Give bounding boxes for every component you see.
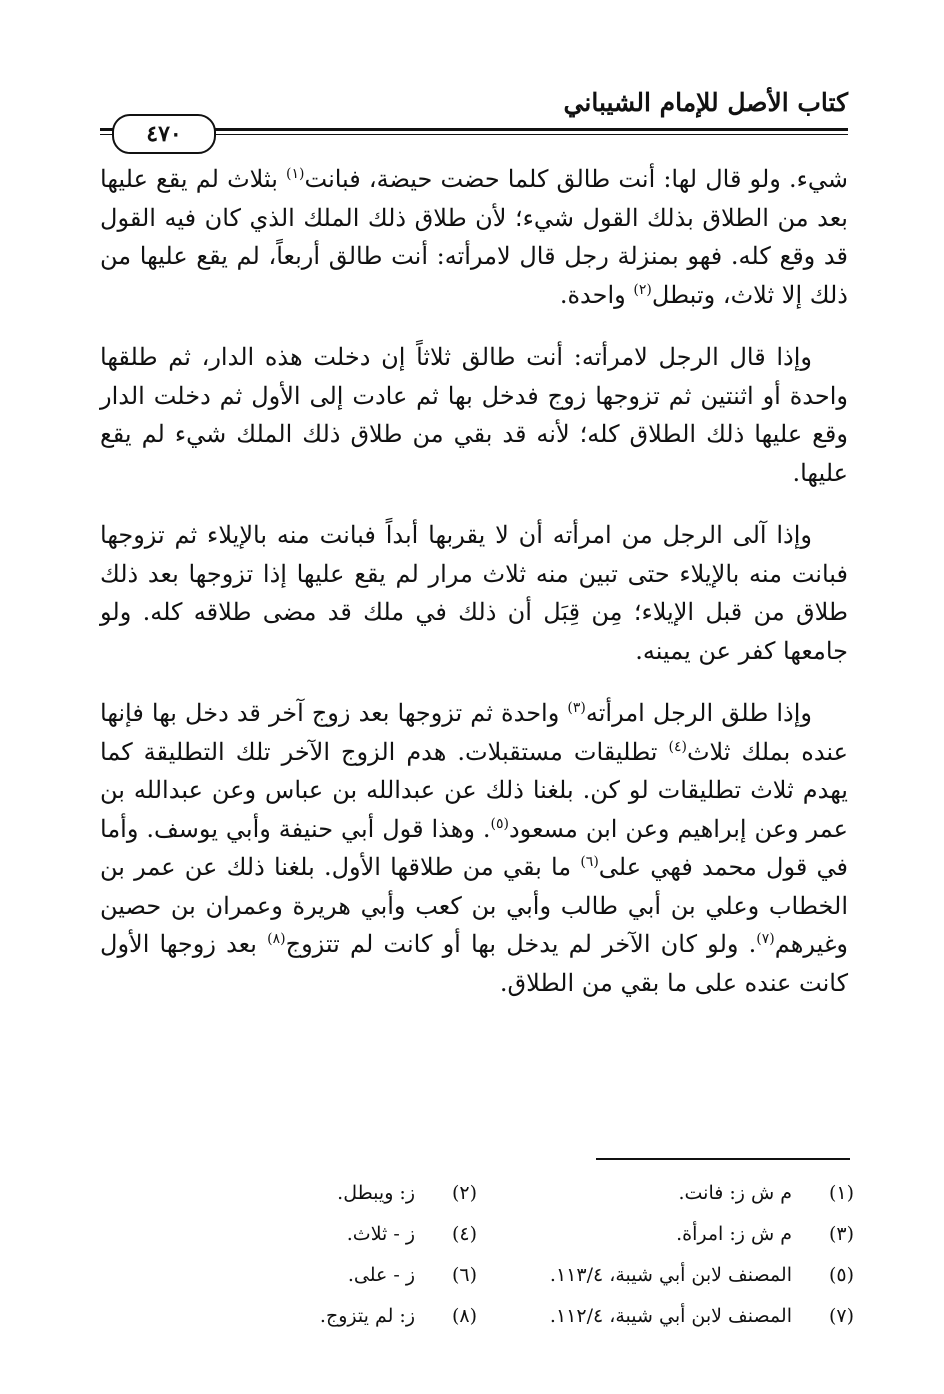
- footnote-text: المصنف لابن أبي شيبة، ١١٣/٤.: [549, 1263, 792, 1286]
- footnote-marker: (٨): [267, 931, 286, 947]
- running-header-title: كتاب الأصل للإمام الشيباني: [563, 88, 848, 117]
- main-text: [100, 160, 848, 1002]
- footnote: [100, 1264, 477, 1286]
- footnote-number: (٦): [451, 1263, 477, 1286]
- footnote-separator: [596, 1158, 850, 1160]
- paragraph: [100, 160, 848, 314]
- footnote-text: م ش ز: امرأة.: [676, 1222, 792, 1245]
- footnote-text: المصنف لابن أبي شيبة، ١١٢/٤.: [549, 1304, 792, 1327]
- footnotes: [100, 1172, 854, 1336]
- text-segment: . وهذا قول أبي حنيفة وأبي يوسف. وأما في قول محمد فهي على: [100, 814, 848, 881]
- footnote-number: (٧): [828, 1304, 854, 1327]
- paragraph-gap: [100, 492, 848, 516]
- footnote-number: (٥): [828, 1263, 854, 1286]
- paragraph: [100, 516, 848, 670]
- footnote-row: [100, 1213, 854, 1254]
- footnote-number: (٣): [828, 1222, 854, 1245]
- paragraph-gap: [100, 314, 848, 338]
- footnote-marker: (٤): [668, 738, 687, 755]
- paragraph: [100, 338, 848, 492]
- footnote-text: ز: لم يتزوج.: [319, 1304, 415, 1327]
- footnote: [477, 1264, 854, 1286]
- footnote: [100, 1305, 477, 1327]
- footnote-number: (٢): [451, 1181, 477, 1204]
- footnote-text: ز - ثلاث.: [346, 1222, 415, 1245]
- page-number-badge: ٤٧٠: [112, 114, 216, 154]
- footnote-number: (٤): [451, 1222, 477, 1245]
- text-segment: بعد زوجها الأول كانت عنده على ما بقي من الطلاق.: [100, 930, 848, 997]
- text-segment: واحدة ثم تزوجها بعد زوج آخر قد دخل بها فإنها عنده بملك ثلاث: [100, 699, 848, 766]
- footnote-row: [100, 1254, 854, 1295]
- footnote-marker: (٣): [567, 700, 586, 716]
- footnote: [100, 1223, 477, 1245]
- footnote-text: ز: ويبطل.: [337, 1181, 415, 1204]
- text-segment: وإذا طلق الرجل امرأته: [585, 699, 812, 727]
- footnote-text: م ش ز: فانت.: [678, 1181, 792, 1204]
- footnote-marker: (٦): [580, 854, 599, 870]
- footnote-marker: (٢): [633, 281, 652, 298]
- footnote-number: (٨): [451, 1304, 477, 1327]
- footnote: [477, 1182, 854, 1204]
- text-segment: واحدة.: [559, 280, 634, 309]
- text-segment: شيء. ولو قال لها: أنت طالق كلما حضت حيضة، فبانت: [304, 165, 848, 193]
- text-segment: بثلاث لم يقع عليها بعد من الطلاق بذلك القول شيء؛ لأن طلاق ذلك الملك الذي كان فيه القول قد وقع كله. فهو بمنزلة رجل قال لامرأته: أنت طالق أربعاً، لم يقع عليها من ذلك إلا ثلاث، وتبطل: [100, 165, 848, 309]
- footnote-marker: (٥): [490, 815, 509, 832]
- text-segment: ما بقي من طلاقها الأول. بلغنا ذلك عن عمر بن الخطاب وعلي بن أبي طالب وأبي بن كعب وأبي هريرة وعمران بن حصين وغيرهم: [100, 853, 849, 958]
- text-segment: تطليقات مستقبلات. هدم الزوج الآخر تلك التطليقة كما يهدم ثلاث تطليقات لو كن. بلغنا ذلك عن عبدالله بن عباس وعن عبدالله بن عمر وعن إبراهيم وعن ابن مسعود: [100, 737, 848, 843]
- footnote-row: [100, 1172, 854, 1213]
- footnote-marker: (١): [286, 166, 305, 182]
- text-segment: . ولو كان الآخر لم يدخل بها أو كانت لم تتزوج: [285, 930, 757, 958]
- footnote-text: ز - على.: [347, 1263, 415, 1286]
- text-segment: وإذا آلى الرجل من امرأته أن لا يقربها أبداً فبانت منه بالإيلاء ثم تزوجها فبانت منه بالإيلاء حتى تبين منه ثلاث مرار لم يقع عليها إذا تزوجها بعد ذلك طلاق من قبل الإيلاء؛ مِن قِبَل أن ذلك في ملك قد مضى طلاقه كله. ولو جامعها كفر عن يمينه.: [100, 521, 848, 665]
- footnote-number: (١): [828, 1181, 854, 1204]
- paragraph-gap: [100, 670, 848, 694]
- footnote: [477, 1305, 854, 1327]
- footnote-row: [100, 1295, 854, 1336]
- text-segment: وإذا قال الرجل لامرأته: أنت طالق ثلاثاً إن دخلت هذه الدار، ثم طلقها واحدة أو اثنتين ثم تزوجها زوج فدخل بها ثم عادت إلى الأول ثم دخلت الدار وقع عليها ذلك الطلاق كله؛ لأنه قد بقي من طلاق ذلك الملك شيء لم يقع عليها.: [100, 343, 848, 487]
- footnote: [100, 1182, 477, 1204]
- footnote-marker: (٧): [756, 931, 775, 947]
- footnote: [477, 1223, 854, 1245]
- paragraph: [100, 694, 848, 1002]
